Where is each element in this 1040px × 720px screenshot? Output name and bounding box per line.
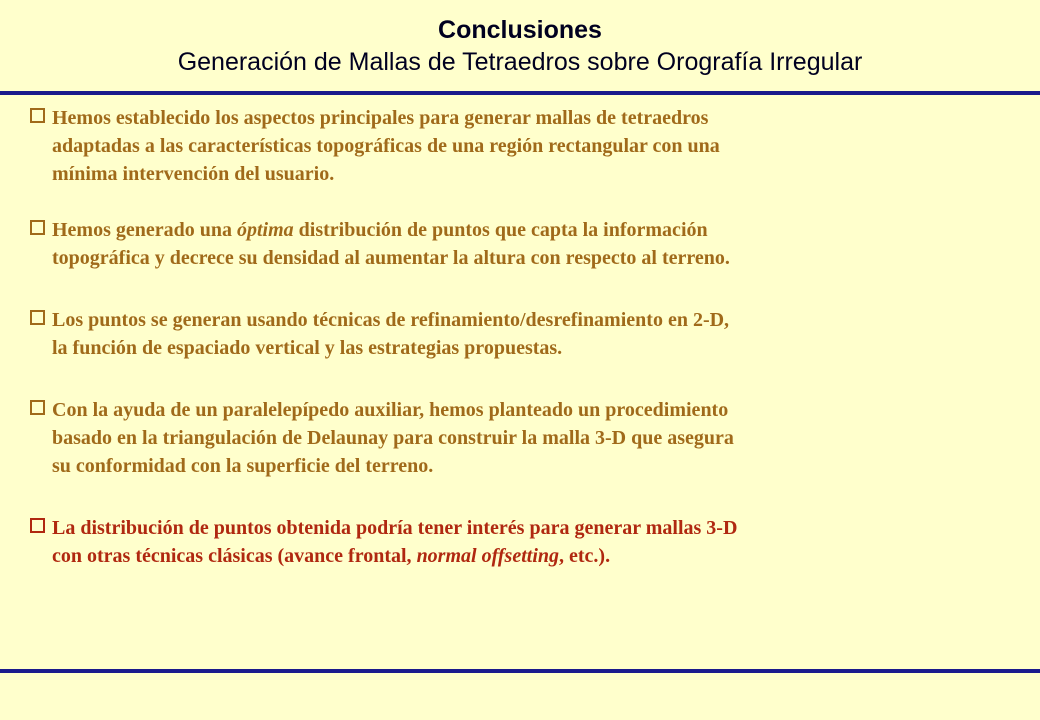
top-divider — [0, 91, 1040, 95]
bullet-5-text-a: con otras técnicas clásicas (avance frontal, — [52, 545, 417, 567]
square-bullet-icon — [30, 518, 45, 533]
bullet-2-text-a: Hemos generado una — [52, 219, 237, 241]
bullet-1-line-2: adaptadas a las características topográficas de una región rectangular con una — [52, 135, 720, 157]
bullet-2-italic: óptima — [237, 219, 294, 241]
bullet-3-line-1: Los puntos se generan usando técnicas de refinamiento/desrefinamiento en 2-D, — [52, 309, 730, 331]
bullet-5 — [30, 514, 990, 570]
square-bullet-icon — [30, 108, 45, 123]
bullet-1 — [30, 104, 990, 188]
square-bullet-icon — [30, 400, 45, 415]
slide-header — [0, 14, 1040, 78]
bullet-1-line-3: mínima intervención del usuario. — [52, 163, 335, 185]
bottom-divider — [0, 669, 1040, 673]
square-bullet-icon — [30, 220, 45, 235]
bullet-1-line-1: Hemos establecido los aspectos principales para generar mallas de tetraedros — [52, 107, 709, 129]
square-bullet-icon — [30, 310, 45, 325]
bullet-4-line-1: Con la ayuda de un paralelepípedo auxiliar, hemos planteado un procedimiento — [52, 399, 729, 421]
bullet-5-line-1: La distribución de puntos obtenida podría tener interés para generar mallas 3-D — [52, 517, 738, 539]
bullet-4-line-3: su conformidad con la superficie del terreno. — [52, 455, 434, 477]
bullet-2-line-2: topográfica y decrece su densidad al aumentar la altura con respecto al terreno. — [52, 247, 730, 269]
bullet-4-line-2: basado en la triangulación de Delaunay para construir la malla 3-D que asegura — [52, 427, 734, 449]
bullet-5-text-b: , etc.). — [559, 545, 611, 567]
bullet-2-text-b: distribución de puntos que capta la información — [293, 219, 708, 241]
bullet-2 — [30, 216, 990, 272]
page-subtitle: Generación de Mallas de Tetraedros sobre Orografía Irregular — [177, 48, 863, 76]
bullet-4 — [30, 396, 990, 480]
page-title: Conclusiones — [438, 16, 602, 44]
bullet-3-line-2: la función de espaciado vertical y las estrategias propuestas. — [52, 337, 563, 359]
bullet-3 — [30, 306, 990, 362]
bullet-5-italic: normal offsetting — [416, 545, 559, 567]
